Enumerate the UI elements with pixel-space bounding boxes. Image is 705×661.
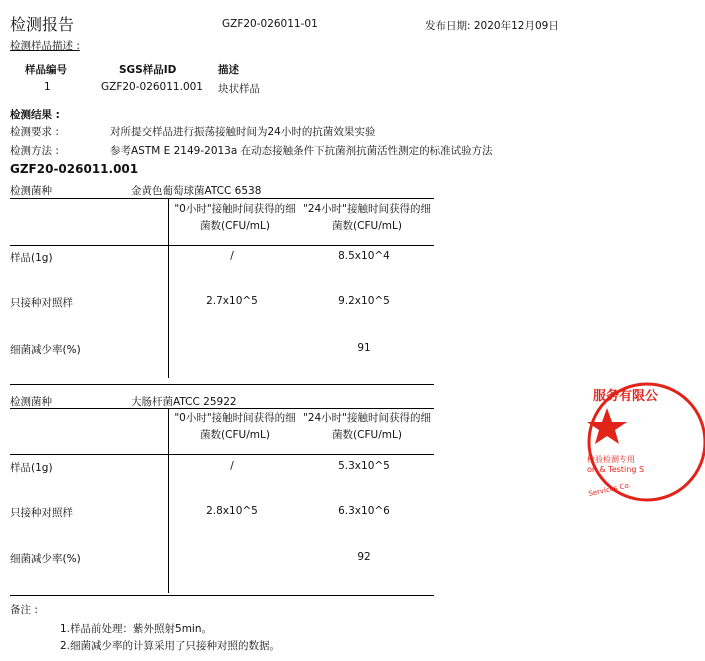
value-24h: 6.3x10^6 — [338, 505, 390, 517]
strain-value: 金黄色葡萄球菌ATCC 6538 — [131, 185, 262, 197]
value-24h: 9.2x10^5 — [338, 295, 390, 307]
seal-text-mid1: 检验检测专用 — [587, 455, 635, 464]
strain-label: 检测菌种 — [10, 396, 52, 408]
col-header-24h: "24小时"接触时间获得的细菌数(CFU/mL) — [302, 412, 432, 441]
col-description: 描述 — [218, 64, 239, 76]
table-rule — [10, 384, 434, 385]
value-0h: 2.7x10^5 — [206, 295, 258, 307]
row-label: 只接种对照样 — [10, 507, 73, 519]
strain-label: 检测菌种 — [10, 185, 52, 197]
requirement-label: 检测要求 : — [10, 126, 59, 138]
notes-label: 备注 : — [10, 604, 38, 616]
method-value: 参考ASTM E 2149-2013a 在动态接触条件下抗菌剂抗菌活性测定的标准试验方法 — [110, 145, 493, 157]
table-rule — [10, 245, 434, 246]
row-label: 样品(1g) — [10, 252, 53, 264]
row-label: 细菌减少率(%) — [10, 344, 81, 356]
report-number: GZF20-026011-01 — [222, 18, 318, 30]
note-item: 1.样品前处理：紫外照射5min。 — [60, 623, 212, 635]
description-value: 块状样品 — [218, 83, 260, 95]
seal-text-top: 服务有限公 — [593, 389, 659, 404]
col-header-0h: "0小时"接触时间获得的细菌数(CFU/mL) — [174, 412, 296, 441]
value-0h: / — [230, 460, 234, 472]
col-header-24h: "24小时"接触时间获得的细菌数(CFU/mL) — [302, 203, 432, 232]
col-header-0h: "0小时"接触时间获得的细菌数(CFU/mL) — [174, 203, 296, 232]
seal-text-mid2: on & Testing S — [587, 465, 645, 474]
table-divider — [168, 408, 169, 593]
note-item: 2.细菌减少率的计算采用了只接种对照的数据。 — [60, 640, 281, 652]
method-label: 检测方法 : — [10, 145, 59, 157]
seal-text-bottom: Services Co. — [587, 481, 632, 498]
star-icon — [587, 408, 627, 444]
value-24h: 8.5x10^4 — [338, 250, 390, 262]
row-label: 只接种对照样 — [10, 297, 73, 309]
sample-no-value: 1 — [44, 81, 51, 93]
value-24h: 91 — [357, 342, 371, 354]
sgs-id-value: GZF20-026011.001 — [101, 81, 203, 93]
results-label: 检测结果 : — [10, 109, 60, 121]
row-label: 细菌减少率(%) — [10, 553, 81, 565]
table-divider — [168, 198, 169, 378]
seal-graphic — [585, 372, 705, 512]
report-title: 检测报告 — [10, 15, 75, 34]
col-sample-no: 样品编号 — [25, 64, 67, 76]
sample-desc-label: 检测样品描述 : — [10, 40, 80, 52]
value-0h: 2.8x10^5 — [206, 505, 258, 517]
value-24h: 5.3x10^5 — [338, 460, 390, 472]
table-rule — [10, 454, 434, 455]
table-rule — [10, 198, 434, 199]
company-seal — [585, 372, 659, 512]
col-sgs-id: SGS样品ID — [119, 64, 177, 76]
row-label: 样品(1g) — [10, 462, 53, 474]
value-24h: 92 — [357, 551, 371, 563]
result-sample-id: GZF20-026011.001 — [10, 162, 139, 176]
issue-date: 发布日期: 2020年12月09日 — [425, 20, 559, 32]
strain-value: 大肠杆菌ATCC 25922 — [131, 396, 237, 408]
requirement-value: 对所提交样品进行振荡接触时间为24小时的抗菌效果实验 — [110, 126, 376, 138]
table-rule — [10, 408, 434, 409]
value-0h: / — [230, 250, 234, 262]
table-rule — [10, 595, 434, 596]
